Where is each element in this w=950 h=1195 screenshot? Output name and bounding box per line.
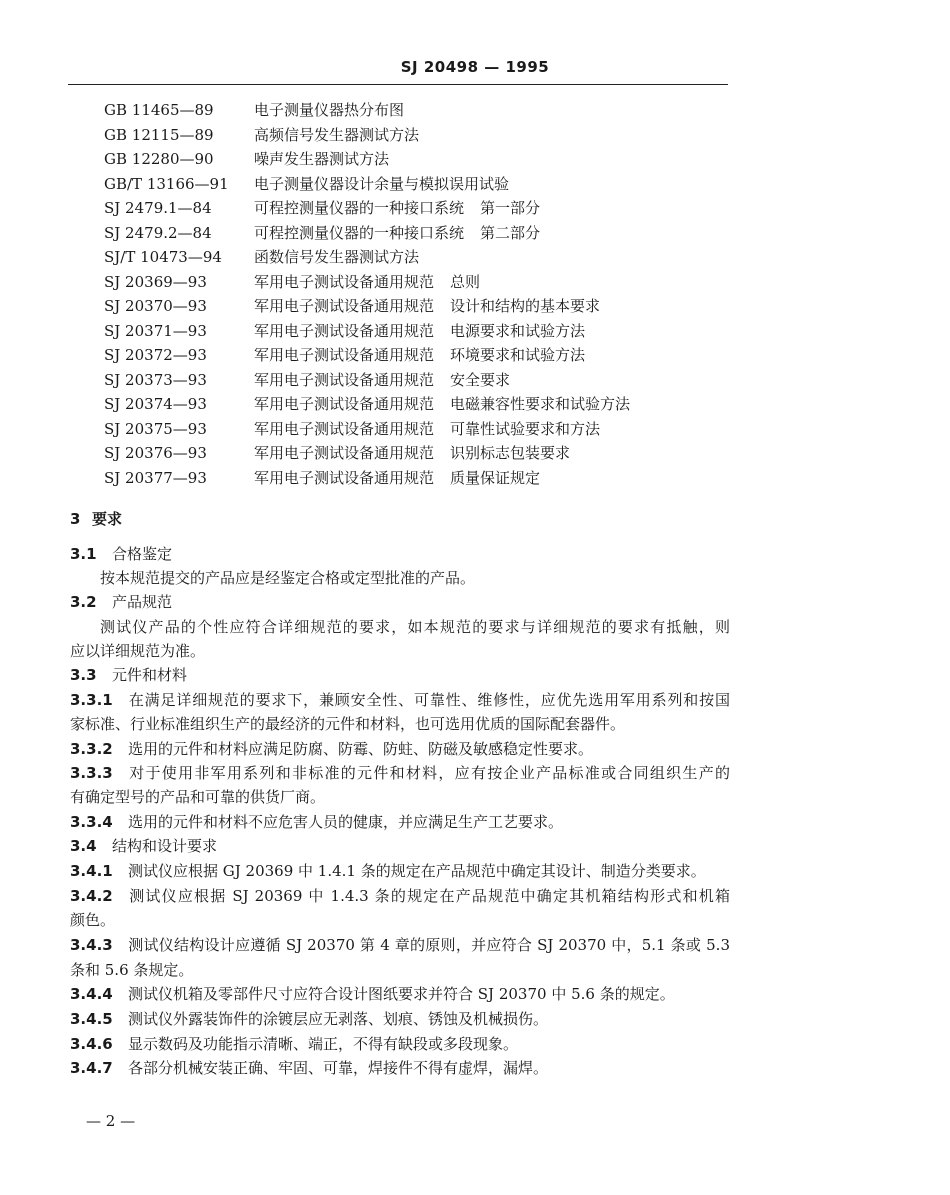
clause-3-4-7: 3.4.7 各部分机械安装正确、牢固、可靠，焊接件不得有虚焊，漏焊。: [70, 1059, 549, 1077]
clause-3-4-5: 3.4.5 测试仪外露装饰件的涂镀层应无剥落、划痕、锈蚀及机械损伤。: [70, 1010, 549, 1028]
reference-title: 军用电子测试设备通用规范: [254, 272, 435, 291]
reference-subtitle: 设计和结构的基本要求: [450, 297, 601, 315]
reference-row: [104, 441, 630, 466]
reference-code: SJ 20369—93: [104, 272, 207, 291]
subsection-heading: 3.1 合格鉴定: [70, 545, 173, 563]
reference-subtitle: 总则: [450, 272, 481, 291]
clause-3-4-6: 3.4.6 显示数码及功能指示清晰、端正，不得有缺段或多段现象。: [70, 1035, 519, 1053]
clause-3-4-2: 3.4.2 测试仪应根据 SJ 20369 中 1.4.3 条的规定在产品规范中确定其机箱结构形式和机箱: [70, 887, 730, 905]
reference-title: 电子测量仪器热分布图: [254, 101, 405, 119]
paragraph: 测试仪产品的个性应符合详细规范的要求，如本规范的要求与详细规范的要求有抵触，则: [100, 618, 730, 636]
page-number: — 2 —: [86, 1112, 136, 1130]
reference-row: [104, 417, 630, 442]
reference-title: 军用电子测试设备通用规范: [254, 321, 435, 340]
reference-subtitle: 电磁兼容性要求和试验方法: [450, 395, 631, 413]
reference-subtitle: 可靠性试验要求和方法: [450, 419, 601, 438]
reference-title: 可程控测量仪器的一种接口系统: [254, 199, 465, 217]
reference-subtitle: 第二部分: [480, 223, 541, 242]
reference-subtitle: 环境要求和试验方法: [450, 346, 586, 364]
reference-title: 军用电子测试设备通用规范: [254, 444, 435, 462]
reference-row: [104, 466, 630, 491]
reference-row: [104, 123, 630, 148]
reference-title: 军用电子测试设备通用规范: [254, 468, 435, 487]
reference-code: GB 12115—89: [104, 125, 214, 144]
reference-list: [104, 98, 630, 490]
reference-code: SJ 2479.2—84: [104, 223, 212, 242]
clause-continued: 条和 5.6 条规定。: [70, 961, 194, 979]
reference-title: 函数信号发生器测试方法: [254, 248, 420, 266]
reference-code: SJ 2479.1—84: [104, 199, 212, 217]
reference-row: [104, 147, 630, 172]
reference-row: [104, 221, 630, 246]
document-number-header: SJ 20498 — 1995: [400, 58, 550, 76]
reference-code: SJ/T 10473—94: [104, 248, 222, 266]
reference-code: SJ 20375—93: [104, 419, 207, 438]
section-heading: 3 要求: [70, 510, 123, 528]
reference-subtitle: 安全要求: [450, 370, 511, 389]
subsection-heading: 3.2 产品规范: [70, 593, 173, 611]
clause-continued: 有确定型号的产品和可靠的供货厂商。: [70, 788, 326, 806]
clause-continued: 颜色。: [70, 911, 116, 929]
reference-subtitle: 识别标志包装要求: [450, 444, 571, 462]
reference-subtitle: 电源要求和试验方法: [450, 321, 586, 340]
reference-code: GB 12280—90: [104, 150, 214, 168]
reference-code: GB 11465—89: [104, 101, 214, 119]
reference-row: [104, 245, 630, 270]
reference-code: SJ 20373—93: [104, 370, 207, 389]
reference-subtitle: 第一部分: [480, 199, 541, 217]
paragraph-continued: 应以详细规范为准。: [70, 642, 206, 660]
reference-row: [104, 343, 630, 368]
reference-row: [104, 319, 630, 344]
reference-title: 军用电子测试设备通用规范: [254, 395, 435, 413]
subsection-heading: 3.4 结构和设计要求: [70, 837, 218, 855]
paragraph: 按本规范提交的产品应是经鉴定合格或定型批准的产品。: [100, 569, 476, 587]
clause-3-3-2: 3.3.2 选用的元件和材料应满足防腐、防霉、防蛀、防磁及敏感稳定性要求。: [70, 740, 594, 758]
reference-row: [104, 368, 630, 393]
reference-title: 军用电子测试设备通用规范: [254, 370, 435, 389]
header-rule: [68, 84, 728, 85]
clause-3-3-1: 3.3.1 在满足详细规范的要求下，兼顾安全性、可靠性、维修性，应优先选用军用系列和按国: [70, 691, 730, 709]
reference-code: SJ 20374—93: [104, 395, 207, 413]
reference-subtitle: 质量保证规定: [450, 468, 541, 487]
clause-continued: 家标准、行业标准组织生产的最经济的元件和材料，也可选用优质的国际配套器件。: [70, 715, 626, 733]
reference-title: 噪声发生器测试方法: [254, 150, 390, 168]
reference-title: 高频信号发生器测试方法: [254, 125, 420, 144]
reference-title: 可程控测量仪器的一种接口系统: [254, 223, 465, 242]
reference-code: SJ 20376—93: [104, 444, 207, 462]
reference-row: [104, 270, 630, 295]
reference-code: SJ 20370—93: [104, 297, 207, 315]
subsection-heading: 3.3 元件和材料: [70, 666, 188, 684]
reference-code: GB/T 13166—91: [104, 174, 229, 193]
clause-3-4-4: 3.4.4 测试仪机箱及零部件尺寸应符合设计图纸要求并符合 SJ 20370 中 5.6 条的规定。: [70, 985, 675, 1003]
reference-title: 军用电子测试设备通用规范: [254, 297, 435, 315]
reference-row: [104, 392, 630, 417]
reference-title: 军用电子测试设备通用规范: [254, 419, 435, 438]
clause-3-4-1: 3.4.1 测试仪应根据 GJ 20369 中 1.4.1 条的规定在产品规范中确定其设计、制造分类要求。: [70, 862, 706, 880]
clause-3-3-4: 3.3.4 选用的元件和材料不应危害人员的健康，并应满足生产工艺要求。: [70, 813, 564, 831]
reference-row: [104, 98, 630, 123]
reference-code: SJ 20377—93: [104, 468, 207, 487]
reference-title: 电子测量仪器设计余量与模拟误用试验: [254, 174, 510, 193]
reference-row: [104, 172, 630, 197]
clause-3-4-3: 3.4.3 测试仪结构设计应遵循 SJ 20370 第 4 章的原则，并应符合 SJ 20370 中，5.1 条或 5.3: [70, 936, 730, 954]
clause-3-3-3: 3.3.3 对于使用非军用系列和非标准的元件和材料，应有按企业产品标准或合同组织生产的: [70, 764, 730, 782]
reference-code: SJ 20371—93: [104, 321, 207, 340]
reference-row: [104, 196, 630, 221]
reference-title: 军用电子测试设备通用规范: [254, 346, 435, 364]
reference-code: SJ 20372—93: [104, 346, 207, 364]
reference-row: [104, 294, 630, 319]
